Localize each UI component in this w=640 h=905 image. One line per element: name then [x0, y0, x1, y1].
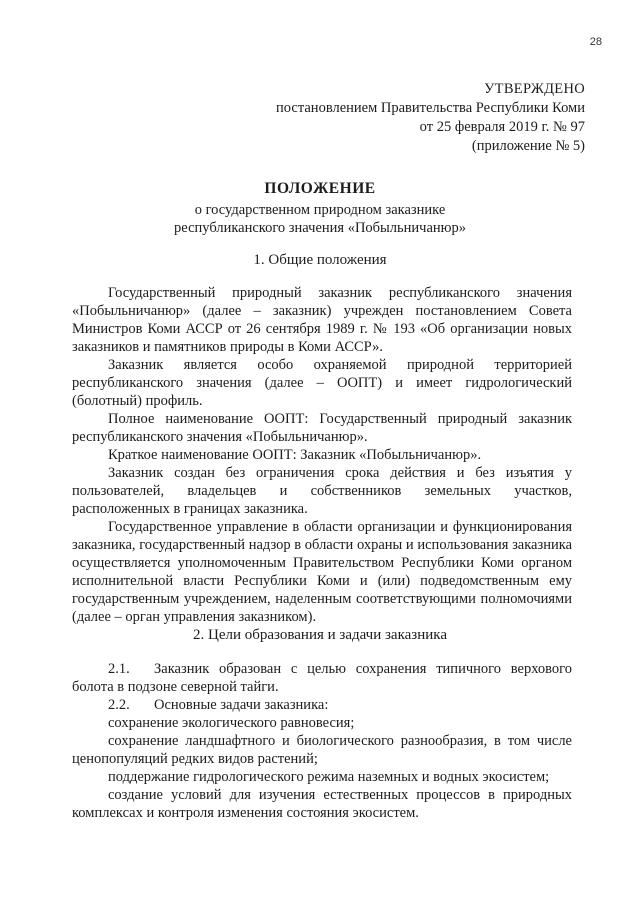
approval-line: постановлением Правительства Республики Коми [276, 100, 585, 116]
numbered-paragraph [72, 696, 572, 714]
task-item: сохранение ландшафтного и биологического разнообразия, в том числе ценопопуляций редких видов растений; [72, 733, 572, 767]
subtitle-line: республиканского значения «Побыльничанюр» [174, 220, 466, 236]
paragraph: Заказник является особо охраняемой природной территорией республиканского значения (далее – ООПТ) и имеет гидрологический (болотный) профиль. [72, 357, 572, 409]
paragraph: Заказник создан без ограничения срока действия и без изъятия у пользователей, владельцев и собственников земельных участков, расположенных в границах заказника. [72, 465, 572, 517]
approval-heading: УТВЕРЖДЕНО [484, 81, 585, 97]
page-number: 28 [589, 36, 602, 48]
task-item: поддержание гидрологического режима наземных и водных экосистем; [108, 769, 550, 785]
subtitle-line: о государственном природном заказнике [194, 202, 446, 218]
paragraph-text: Заказник образован с целью сохранения типичного верхового болота в подзоне северной тайги. [72, 661, 572, 695]
section-heading: 1. Общие положения [253, 252, 387, 268]
paragraph: Государственный природный заказник республиканского значения «Побыльничанюр» (далее – заказник) учрежден постановлением Совета Министров Коми АССР от 26 сентября 1989 г. № 193 «Об организации новых заказников и памятников природы в Коми АССР». [72, 285, 572, 355]
approval-line: от 25 февраля 2019 г. № 97 [419, 119, 585, 135]
paragraph: Государственное управление в области организации и функционирования заказника, государственный надзор в области охраны и использования заказника осуществляется уполномоченным Правительством Республики Коми органом исполнительной власти Республики Коми и (или) подведомственным ему государственным учреждением, наделенным соответствующими полномочиями (далее – орган управления заказником). [72, 519, 572, 625]
task-item: сохранение экологического равновесия; [108, 715, 355, 731]
paragraph: Полное наименование ООПТ: Государственный природный заказник республиканского значения «Побыльничанюр». [72, 411, 572, 445]
numbered-paragraph [72, 660, 572, 696]
document-title: ПОЛОЖЕНИЕ [264, 180, 376, 197]
task-item: создание условий для изучения естественных процессов в природных комплексах и контроля изменения состояния экосистем. [72, 787, 572, 821]
section-heading: 2. Цели образования и задачи заказника [193, 627, 447, 643]
section-2-body [72, 660, 572, 822]
section-1-body [72, 284, 572, 626]
approval-line: (приложение № 5) [471, 138, 585, 154]
paragraph-number: 2.2. [108, 697, 130, 713]
approval-block [276, 80, 585, 156]
paragraph-text: Основные задачи заказника: [154, 697, 329, 713]
paragraph: Краткое наименование ООПТ: Заказник «Побыльничанюр». [108, 447, 482, 463]
paragraph-number: 2.1. [108, 661, 130, 677]
document-subtitle [0, 201, 640, 237]
